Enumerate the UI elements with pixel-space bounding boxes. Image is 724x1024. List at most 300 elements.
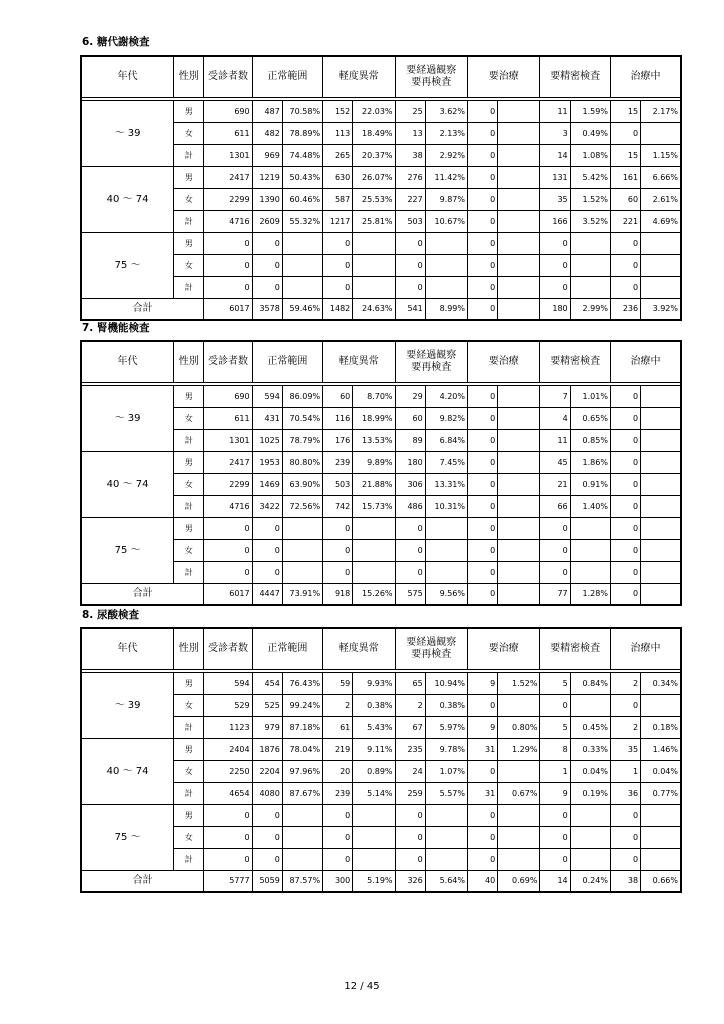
count-cell: 66 <box>540 496 570 518</box>
count-cell: 239 <box>323 783 353 805</box>
column-header: 要精密検査 <box>540 341 610 383</box>
percent-cell <box>498 145 540 167</box>
sex-label: 計 <box>174 430 204 452</box>
sex-label: 男 <box>174 233 204 255</box>
count-cell: 1 <box>540 761 570 783</box>
percent-cell <box>641 123 681 145</box>
count-cell: 59 <box>323 673 353 695</box>
percent-cell <box>641 496 681 518</box>
count-cell: 9 <box>468 673 498 695</box>
count-cell: 0 <box>323 805 353 827</box>
percent-cell <box>353 277 395 299</box>
percent-cell: 80.80% <box>282 452 322 474</box>
count-cell: 0 <box>468 474 498 496</box>
percent-cell: 1.29% <box>498 739 540 761</box>
count-cell: 0 <box>468 277 498 299</box>
count-cell: 0 <box>468 695 498 717</box>
percent-cell: 10.94% <box>425 673 467 695</box>
percent-cell: 20.37% <box>353 145 395 167</box>
column-header: 要経過観察 要再検査 <box>395 56 467 98</box>
percent-cell <box>641 805 681 827</box>
count-cell: 0 <box>395 255 425 277</box>
count-cell: 1217 <box>323 211 353 233</box>
percent-cell <box>425 518 467 540</box>
count-cell: 503 <box>323 474 353 496</box>
percent-cell: 4.69% <box>641 211 681 233</box>
total-label: 合計 <box>81 871 204 893</box>
count-cell: 541 <box>395 299 425 321</box>
count-cell: 13 <box>395 123 425 145</box>
percent-cell <box>641 849 681 871</box>
count-cell: 0 <box>468 584 498 606</box>
count-cell: 152 <box>323 101 353 123</box>
sex-label: 女 <box>174 761 204 783</box>
percent-cell <box>641 255 681 277</box>
sex-label: 計 <box>174 849 204 871</box>
count-cell: 486 <box>395 496 425 518</box>
percent-cell <box>498 474 540 496</box>
percent-cell: 5.14% <box>353 783 395 805</box>
count-cell: 3578 <box>252 299 282 321</box>
percent-cell <box>498 562 540 584</box>
count-cell: 0 <box>323 233 353 255</box>
percent-cell <box>498 761 540 783</box>
column-header: 治療中 <box>610 341 681 383</box>
count-cell: 0 <box>468 430 498 452</box>
count-cell: 306 <box>395 474 425 496</box>
age-group-label: 40 ～ 74 <box>81 167 174 233</box>
count-cell: 0 <box>610 408 640 430</box>
count-cell: 2299 <box>204 474 252 496</box>
percent-cell: 1.46% <box>641 739 681 761</box>
count-cell: 1301 <box>204 430 252 452</box>
count-cell: 0 <box>252 518 282 540</box>
count-cell: 180 <box>395 452 425 474</box>
count-cell: 116 <box>323 408 353 430</box>
count-cell: 176 <box>323 430 353 452</box>
count-cell: 0 <box>252 805 282 827</box>
count-cell: 0 <box>468 540 498 562</box>
percent-cell: 99.24% <box>282 695 322 717</box>
count-cell: 742 <box>323 496 353 518</box>
percent-cell <box>282 827 322 849</box>
percent-cell <box>570 255 610 277</box>
column-header: 受診者数 <box>204 56 252 98</box>
count-cell: 45 <box>540 452 570 474</box>
count-cell: 969 <box>252 145 282 167</box>
count-cell: 0 <box>540 562 570 584</box>
count-cell: 0 <box>610 562 640 584</box>
count-cell: 0 <box>540 849 570 871</box>
count-cell: 690 <box>204 386 252 408</box>
count-cell: 0 <box>252 562 282 584</box>
sex-label: 男 <box>174 673 204 695</box>
percent-cell <box>498 408 540 430</box>
count-cell: 2417 <box>204 452 252 474</box>
percent-cell: 9.78% <box>425 739 467 761</box>
age-group-label: 75 ～ <box>81 805 174 871</box>
percent-cell: 0.18% <box>641 717 681 739</box>
percent-cell <box>641 430 681 452</box>
count-cell: 235 <box>395 739 425 761</box>
count-cell: 65 <box>395 673 425 695</box>
count-cell: 5 <box>540 673 570 695</box>
percent-cell: 6.84% <box>425 430 467 452</box>
percent-cell <box>570 277 610 299</box>
percent-cell <box>425 562 467 584</box>
count-cell: 239 <box>323 452 353 474</box>
count-cell: 0 <box>395 827 425 849</box>
percent-cell: 60.46% <box>282 189 322 211</box>
count-cell: 4716 <box>204 211 252 233</box>
percent-cell <box>425 255 467 277</box>
count-cell: 276 <box>395 167 425 189</box>
percent-cell <box>641 474 681 496</box>
count-cell: 300 <box>323 871 353 893</box>
percent-cell: 9.93% <box>353 673 395 695</box>
count-cell: 38 <box>610 871 640 893</box>
percent-cell: 0.84% <box>570 673 610 695</box>
count-cell: 594 <box>204 673 252 695</box>
count-cell: 1390 <box>252 189 282 211</box>
count-cell: 2404 <box>204 739 252 761</box>
count-cell: 0 <box>540 827 570 849</box>
percent-cell <box>498 849 540 871</box>
count-cell: 4080 <box>252 783 282 805</box>
count-cell: 979 <box>252 717 282 739</box>
count-cell: 0 <box>395 518 425 540</box>
percent-cell: 87.67% <box>282 783 322 805</box>
percent-cell: 1.01% <box>570 386 610 408</box>
percent-cell: 18.49% <box>353 123 395 145</box>
count-cell: 2299 <box>204 189 252 211</box>
sex-label: 男 <box>174 101 204 123</box>
sex-label: 男 <box>174 739 204 761</box>
percent-cell: 1.15% <box>641 145 681 167</box>
sex-label: 計 <box>174 717 204 739</box>
count-cell: 0 <box>540 255 570 277</box>
total-label: 合計 <box>81 299 204 321</box>
count-cell: 0 <box>468 452 498 474</box>
sex-label: 計 <box>174 145 204 167</box>
percent-cell: 72.56% <box>282 496 322 518</box>
percent-cell <box>282 805 322 827</box>
total-row <box>81 299 681 321</box>
count-cell: 0 <box>468 761 498 783</box>
count-cell: 0 <box>323 518 353 540</box>
count-cell: 0 <box>468 233 498 255</box>
count-cell: 0 <box>204 518 252 540</box>
percent-cell: 21.88% <box>353 474 395 496</box>
count-cell: 0 <box>395 805 425 827</box>
count-cell: 2250 <box>204 761 252 783</box>
count-cell: 0 <box>610 386 640 408</box>
count-cell: 11 <box>540 101 570 123</box>
percent-cell <box>641 827 681 849</box>
count-cell: 60 <box>610 189 640 211</box>
column-header: 軽度異常 <box>323 628 395 670</box>
sex-label: 計 <box>174 211 204 233</box>
percent-cell <box>353 562 395 584</box>
percent-cell <box>641 695 681 717</box>
section-title: 7. 腎機能検査 <box>82 322 150 334</box>
sex-label: 計 <box>174 783 204 805</box>
percent-cell <box>641 277 681 299</box>
sex-label: 女 <box>174 474 204 496</box>
percent-cell: 78.79% <box>282 430 322 452</box>
count-cell: 0 <box>468 849 498 871</box>
percent-cell: 3.62% <box>425 101 467 123</box>
percent-cell: 13.31% <box>425 474 467 496</box>
column-header: 軽度異常 <box>323 341 395 383</box>
count-cell: 0 <box>252 540 282 562</box>
percent-cell: 9.87% <box>425 189 467 211</box>
count-cell: 0 <box>323 827 353 849</box>
count-cell: 131 <box>540 167 570 189</box>
percent-cell: 63.90% <box>282 474 322 496</box>
count-cell: 35 <box>610 739 640 761</box>
percent-cell <box>353 255 395 277</box>
count-cell: 1469 <box>252 474 282 496</box>
count-cell: 0 <box>610 430 640 452</box>
count-cell: 0 <box>204 233 252 255</box>
count-cell: 14 <box>540 145 570 167</box>
sex-label: 男 <box>174 167 204 189</box>
table-row <box>81 805 681 827</box>
percent-cell: 9.11% <box>353 739 395 761</box>
percent-cell <box>498 211 540 233</box>
count-cell: 2 <box>323 695 353 717</box>
percent-cell <box>498 189 540 211</box>
percent-cell: 22.03% <box>353 101 395 123</box>
count-cell: 20 <box>323 761 353 783</box>
count-cell: 0 <box>204 827 252 849</box>
count-cell: 1953 <box>252 452 282 474</box>
percent-cell: 8.70% <box>353 386 395 408</box>
percent-cell: 1.52% <box>498 673 540 695</box>
count-cell: 0 <box>204 562 252 584</box>
percent-cell <box>282 540 322 562</box>
percent-cell: 0.67% <box>498 783 540 805</box>
percent-cell <box>498 540 540 562</box>
count-cell: 0 <box>468 123 498 145</box>
count-cell: 0 <box>204 540 252 562</box>
column-header: 正常範囲 <box>252 341 322 383</box>
count-cell: 525 <box>252 695 282 717</box>
percent-cell: 1.52% <box>570 189 610 211</box>
column-header: 年代 <box>81 628 174 670</box>
percent-cell <box>282 849 322 871</box>
count-cell: 0 <box>468 408 498 430</box>
percent-cell <box>282 562 322 584</box>
percent-cell <box>498 805 540 827</box>
count-cell: 1123 <box>204 717 252 739</box>
count-cell: 61 <box>323 717 353 739</box>
count-cell: 67 <box>395 717 425 739</box>
count-cell: 0 <box>252 827 282 849</box>
percent-cell <box>353 540 395 562</box>
percent-cell: 74.48% <box>282 145 322 167</box>
count-cell: 0 <box>468 496 498 518</box>
percent-cell: 0.04% <box>641 761 681 783</box>
percent-cell: 3.52% <box>570 211 610 233</box>
count-cell: 259 <box>395 783 425 805</box>
percent-cell <box>282 255 322 277</box>
count-cell: 0 <box>610 496 640 518</box>
sex-label: 女 <box>174 827 204 849</box>
column-header: 要治療 <box>468 341 540 383</box>
percent-cell <box>641 540 681 562</box>
column-header: 年代 <box>81 341 174 383</box>
percent-cell <box>641 452 681 474</box>
percent-cell: 0.33% <box>570 739 610 761</box>
percent-cell: 0.77% <box>641 783 681 805</box>
percent-cell: 0.38% <box>425 695 467 717</box>
percent-cell <box>498 233 540 255</box>
percent-cell: 25.81% <box>353 211 395 233</box>
count-cell: 89 <box>395 430 425 452</box>
percent-cell: 5.42% <box>570 167 610 189</box>
count-cell: 8 <box>540 739 570 761</box>
percent-cell: 9.89% <box>353 452 395 474</box>
percent-cell: 0.66% <box>641 871 681 893</box>
percent-cell: 50.43% <box>282 167 322 189</box>
count-cell: 0 <box>323 255 353 277</box>
percent-cell: 10.31% <box>425 496 467 518</box>
count-cell: 14 <box>540 871 570 893</box>
column-header: 治療中 <box>610 56 681 98</box>
percent-cell: 26.07% <box>353 167 395 189</box>
column-header: 要治療 <box>468 628 540 670</box>
percent-cell: 2.61% <box>641 189 681 211</box>
percent-cell <box>570 695 610 717</box>
count-cell: 38 <box>395 145 425 167</box>
count-cell: 0 <box>252 255 282 277</box>
count-cell: 0 <box>540 805 570 827</box>
table-row <box>81 101 681 123</box>
count-cell: 5059 <box>252 871 282 893</box>
count-cell: 503 <box>395 211 425 233</box>
count-cell: 9 <box>468 717 498 739</box>
percent-cell <box>498 255 540 277</box>
percent-cell: 25.53% <box>353 189 395 211</box>
total-row <box>81 871 681 893</box>
count-cell: 236 <box>610 299 640 321</box>
column-header: 軽度異常 <box>323 56 395 98</box>
count-cell: 2 <box>610 673 640 695</box>
age-group-label: 75 ～ <box>81 233 174 299</box>
count-cell: 0 <box>323 277 353 299</box>
percent-cell: 5.97% <box>425 717 467 739</box>
count-cell: 326 <box>395 871 425 893</box>
results-table <box>80 55 682 321</box>
count-cell: 690 <box>204 101 252 123</box>
percent-cell <box>498 277 540 299</box>
percent-cell <box>282 277 322 299</box>
percent-cell: 4.20% <box>425 386 467 408</box>
count-cell: 0 <box>610 277 640 299</box>
count-cell: 4 <box>540 408 570 430</box>
count-cell: 31 <box>468 739 498 761</box>
sex-label: 男 <box>174 452 204 474</box>
sex-label: 女 <box>174 695 204 717</box>
percent-cell <box>498 386 540 408</box>
count-cell: 0 <box>204 849 252 871</box>
count-cell: 0 <box>204 255 252 277</box>
percent-cell <box>498 452 540 474</box>
count-cell: 1876 <box>252 739 282 761</box>
percent-cell: 0.49% <box>570 123 610 145</box>
percent-cell: 78.04% <box>282 739 322 761</box>
percent-cell: 10.67% <box>425 211 467 233</box>
count-cell: 0 <box>395 540 425 562</box>
count-cell: 0 <box>540 540 570 562</box>
count-cell: 0 <box>610 805 640 827</box>
percent-cell: 3.92% <box>641 299 681 321</box>
percent-cell: 0.24% <box>570 871 610 893</box>
percent-cell: 0.38% <box>353 695 395 717</box>
section-title: 8. 尿酸検査 <box>82 609 139 621</box>
percent-cell: 70.58% <box>282 101 322 123</box>
count-cell: 3 <box>540 123 570 145</box>
percent-cell: 7.45% <box>425 452 467 474</box>
count-cell: 0 <box>610 584 640 606</box>
count-cell: 31 <box>468 783 498 805</box>
count-cell: 35 <box>540 189 570 211</box>
percent-cell: 9.56% <box>425 584 467 606</box>
count-cell: 0 <box>395 233 425 255</box>
table-row <box>81 739 681 761</box>
column-header: 受診者数 <box>204 628 252 670</box>
percent-cell: 18.99% <box>353 408 395 430</box>
count-cell: 161 <box>610 167 640 189</box>
sex-label: 計 <box>174 496 204 518</box>
percent-cell: 0.85% <box>570 430 610 452</box>
count-cell: 529 <box>204 695 252 717</box>
table-row <box>81 167 681 189</box>
count-cell: 487 <box>252 101 282 123</box>
count-cell: 0 <box>610 849 640 871</box>
table-row <box>81 518 681 540</box>
percent-cell: 2.99% <box>570 299 610 321</box>
age-group-label: 75 ～ <box>81 518 174 584</box>
percent-cell <box>282 233 322 255</box>
percent-cell: 0.89% <box>353 761 395 783</box>
results-table <box>80 627 682 893</box>
column-header: 正常範囲 <box>252 56 322 98</box>
count-cell: 2609 <box>252 211 282 233</box>
percent-cell: 1.40% <box>570 496 610 518</box>
count-cell: 454 <box>252 673 282 695</box>
percent-cell: 5.64% <box>425 871 467 893</box>
count-cell: 0 <box>610 827 640 849</box>
count-cell: 60 <box>395 408 425 430</box>
count-cell: 21 <box>540 474 570 496</box>
percent-cell <box>498 123 540 145</box>
count-cell: 5777 <box>204 871 252 893</box>
percent-cell <box>353 849 395 871</box>
section-title: 6. 糖代謝検査 <box>82 36 150 48</box>
percent-cell <box>498 496 540 518</box>
count-cell: 0 <box>323 562 353 584</box>
percent-cell: 0.69% <box>498 871 540 893</box>
count-cell: 0 <box>468 255 498 277</box>
percent-cell: 13.53% <box>353 430 395 452</box>
count-cell: 40 <box>468 871 498 893</box>
percent-cell: 2.92% <box>425 145 467 167</box>
column-header: 受診者数 <box>204 341 252 383</box>
sex-label: 計 <box>174 562 204 584</box>
